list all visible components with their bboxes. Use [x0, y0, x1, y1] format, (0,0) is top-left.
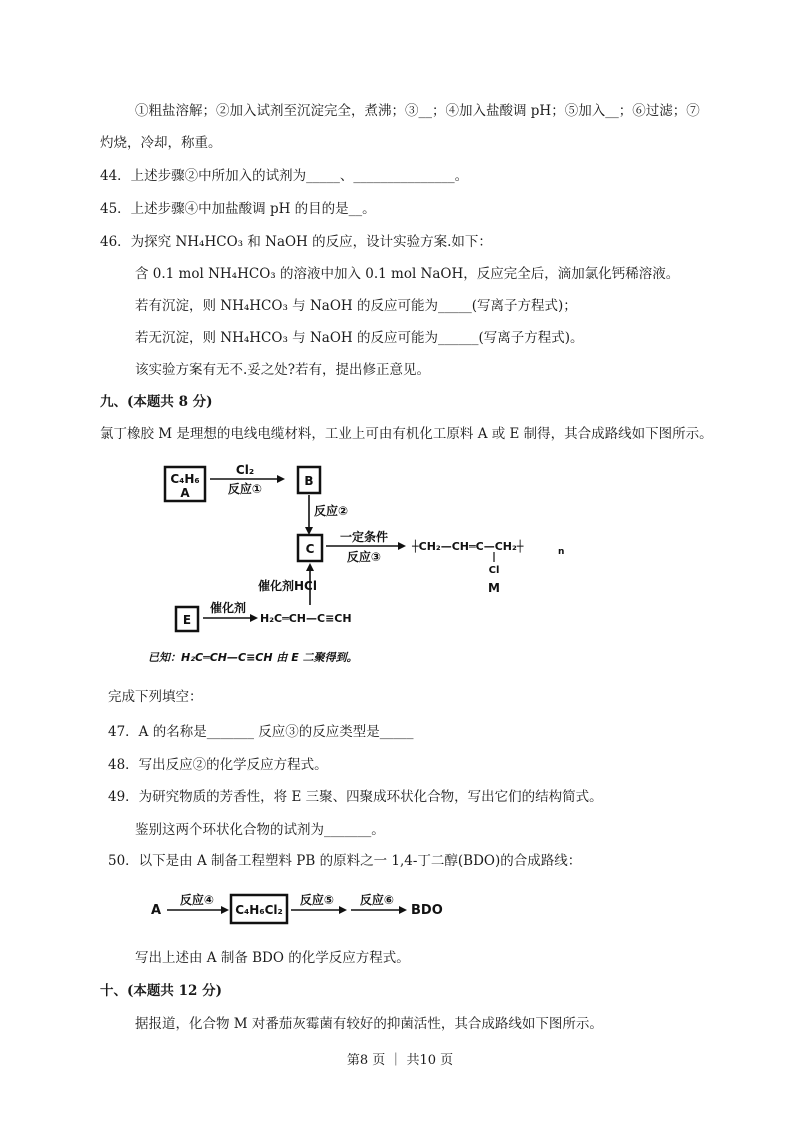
bdo-route-diagram — [145, 880, 465, 930]
start-a: A — [151, 903, 162, 918]
reaction6-label: 反应⑥ — [359, 893, 395, 907]
reagent-cl2: Cl₂ — [235, 463, 255, 477]
known-note: 已知：H₂C═CH—C≡CH 由 E 二聚得到。 — [148, 651, 358, 664]
catalyst-label: 催化剂 — [209, 601, 247, 615]
vinylacetylene: H₂C═CH—C≡CH — [260, 612, 352, 625]
question-45: 45．上述步骤④中加盐酸调 pH 的目的是__。 — [100, 201, 376, 217]
question-48: 48．写出反应②的化学反应方程式。 — [108, 757, 328, 773]
fill-instruction: 完成下列填空： — [108, 689, 203, 705]
question-50-text: 写出上述由 A 制备 BDO 的化学反应方程式。 — [135, 950, 410, 966]
box-c-label: C — [305, 542, 315, 556]
section-intro: 据报道，化合物 M 对番茄灰霉菌有较好的抑菌活性，其合成路线如下图所示。 — [135, 1016, 603, 1032]
arrowhead — [398, 542, 406, 550]
cl-substituent: Cl — [488, 565, 500, 576]
question-46-text: 该实验方案有无不.妥之处?若有，提出修正意见。 — [135, 362, 431, 378]
question-49: 49．为研究物质的芳香性，将 E 三聚、四聚成环状化合物，写出它们的结构简式。 — [108, 789, 603, 805]
bdo-route-svg — [145, 880, 465, 930]
section-heading: 九、(本题共 8 分) — [100, 394, 213, 410]
question-50: 50．以下是由 A 制备工程塑料 PB 的原料之一 1,4-丁二醇(BDO)的合成路线： — [108, 853, 582, 869]
arrowhead — [277, 475, 285, 483]
reaction1-label: 反应① — [227, 482, 263, 496]
synthesis-route-svg — [140, 455, 580, 675]
arrowhead — [250, 614, 258, 622]
reaction4-label: 反应④ — [179, 893, 215, 907]
box-a-label: A — [180, 486, 190, 500]
synthesis-route-diagram — [140, 455, 580, 675]
text-line: ①粗盐溶解；②加入试剂至沉淀完全，煮沸；③__；④加入盐酸调 pH；⑤加入__；⑥过滤；⑦ — [135, 103, 700, 119]
arrowhead — [339, 906, 347, 914]
polymer-m: ┼CH₂—CH═C—CH₂┼ — [412, 540, 524, 553]
arrowhead — [399, 906, 407, 914]
question-46: 46．为探究 NH₄HCO₃ 和 NaOH 的反应，设计实验方案.如下： — [100, 234, 492, 250]
polymer-n: n — [558, 547, 565, 557]
reaction2-label: 反应② — [314, 504, 349, 518]
page-footer: 第8 页 ｜ 共10 页 — [346, 1053, 454, 1068]
reaction5-label: 反应⑤ — [299, 893, 335, 907]
intermediate-formula: C₄H₆Cl₂ — [235, 903, 283, 917]
question-46-text: 若无沉淀，则 NH₄HCO₃ 与 NaOH 的反应可能为______(写离子方程式)。 — [135, 330, 584, 346]
catalyst-hcl-label: 催化剂HCl — [258, 579, 317, 593]
box-b-label: B — [304, 474, 314, 488]
question-46-text: 含 0.1 mol NH₄HCO₃ 的溶液中加入 0.1 mol NaOH，反应完全后，滴加氯化钙稀溶液。 — [135, 266, 680, 282]
end-bdo: BDO — [411, 903, 443, 918]
box-a-formula: C₄H₆ — [170, 472, 200, 486]
arrowhead — [221, 906, 229, 914]
question-47: 47．A 的名称是_______ 反应③的反应类型是_____ — [108, 724, 414, 740]
question-49-text: 鉴别这两个环状化合物的试剂为_______。 — [135, 822, 385, 838]
section-heading: 十、(本题共 12 分) — [100, 983, 222, 999]
arrowhead — [306, 563, 314, 571]
question-44: 44．上述步骤②中所加入的试剂为_____、_______________。 — [100, 168, 469, 184]
box-e-label: E — [182, 613, 192, 627]
question-46-text: 若有沉淀，则 NH₄HCO₃ 与 NaOH 的反应可能为_____(写离子方程式)； — [135, 298, 577, 314]
text-line: 灼烧，冷却，称重。 — [100, 135, 222, 151]
reaction3-label: 反应③ — [346, 550, 382, 564]
m-label: M — [488, 581, 500, 595]
condition-label: 一定条件 — [339, 530, 389, 544]
section-intro: 氯丁橡胶 M 是理想的电线电缆材料，工业上可由有机化工原料 A 或 E 制得，其合成路线如下图所示。 — [100, 426, 713, 442]
